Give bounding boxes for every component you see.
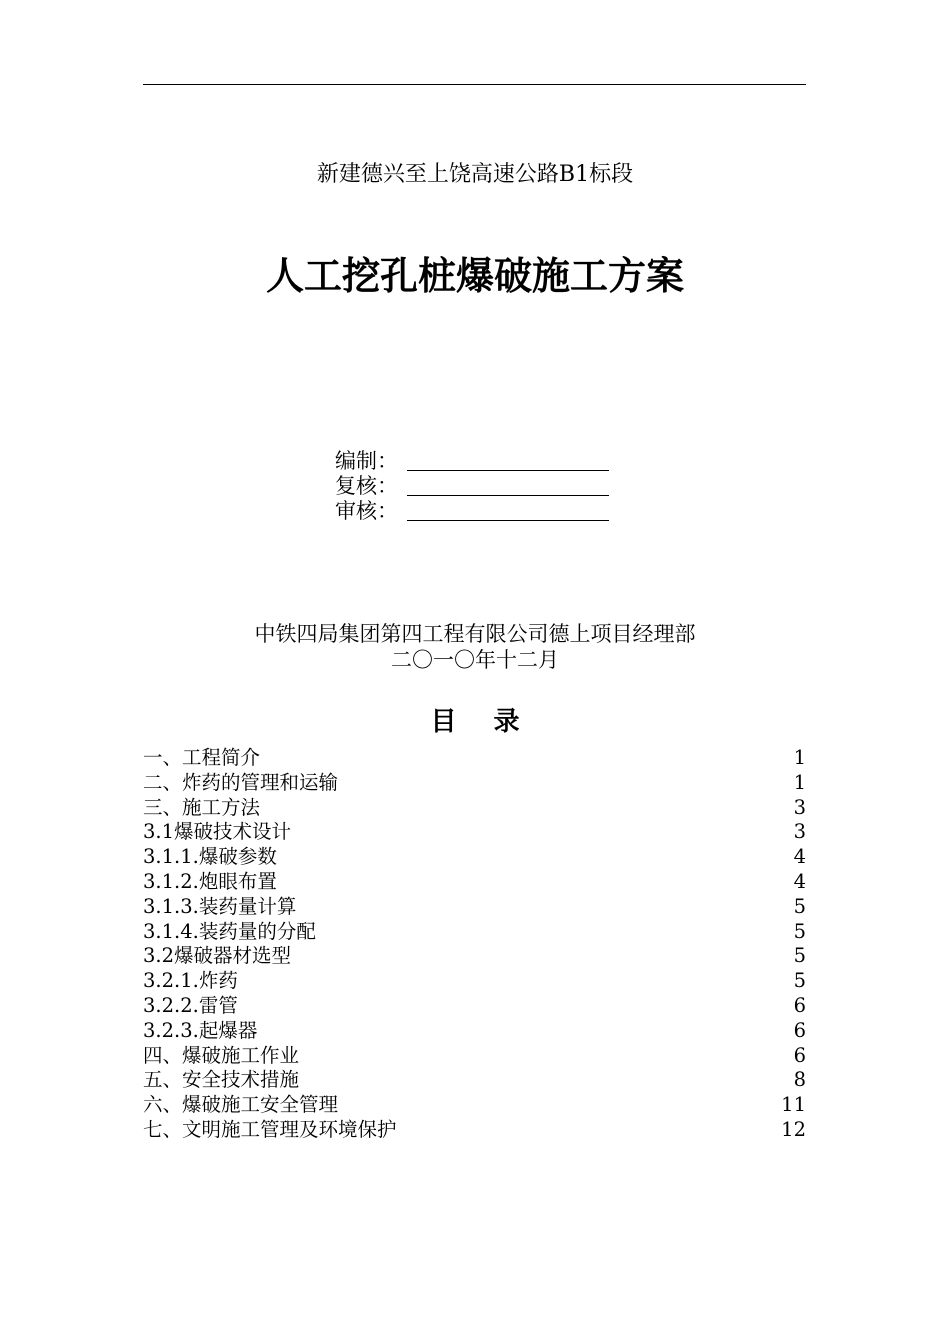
toc-entry-title: 3.1.3.装药量计算 [143,894,297,918]
toc-entry[interactable] [143,1068,806,1093]
signature-line [407,450,609,471]
toc-entry-title: 六、爆破施工安全管理 [143,1093,339,1117]
toc-entry-page-number: 6 [793,1043,806,1067]
toc-entry[interactable] [143,1019,806,1044]
toc-entry-page-number: 5 [793,894,806,918]
signature-label: 复核： [335,474,398,498]
toc-entry[interactable] [143,820,806,845]
toc-entry[interactable] [143,1044,806,1069]
header-rule [143,84,806,85]
toc-entry-title: 四、爆破施工作业 [143,1043,300,1067]
toc-entry[interactable] [143,1093,806,1118]
toc-entry-page-number: 6 [793,1018,806,1042]
toc-entry-title: 三、施工方法 [143,795,261,819]
signature-label: 审核： [335,499,398,523]
toc-entry[interactable] [143,895,806,920]
signature-line [407,475,609,496]
toc-entry-page-number: 3 [793,795,806,819]
toc-entry-title: 3.1.1.爆破参数 [143,845,277,869]
toc-entry-title: 3.1.2.炮眼布置 [143,869,277,893]
organization-name: 中铁四局集团第四工程有限公司德上项目经理部 [254,622,696,646]
toc-entry-title: 3.2.1.炸药 [143,969,238,993]
table-of-contents [143,746,806,1143]
document-title: 人工挖孔桩爆破施工方案 [265,254,684,298]
document-date: 二〇一〇年十二月 [391,648,559,672]
toc-entry[interactable] [143,870,806,895]
signature-row-approve [335,499,609,524]
toc-entry-title: 3.1爆破技术设计 [143,820,292,844]
toc-entry-title: 二、炸药的管理和运输 [143,770,339,794]
signature-label: 编制： [335,449,398,473]
toc-entry-title: 五、安全技术措施 [143,1068,300,1092]
signature-block [335,449,609,524]
toc-entry-page-number: 12 [781,1117,806,1141]
toc-entry-title: 3.2.2.雷管 [143,993,238,1017]
signature-row-review [335,474,609,499]
toc-entry[interactable] [143,969,806,994]
signature-row-compile [335,449,609,474]
toc-entry-page-number: 6 [793,993,806,1017]
toc-entry-page-number: 3 [793,820,806,844]
toc-entry[interactable] [143,771,806,796]
toc-entry-title: 一、工程简介 [143,746,261,769]
toc-entry[interactable] [143,994,806,1019]
project-subtitle: 新建德兴至上饶高速公路B1标段 [316,162,634,187]
toc-entry-page-number: 11 [781,1093,806,1117]
toc-entry-title: 七、文明施工管理及环境保护 [143,1117,397,1141]
toc-entry-page-number: 8 [793,1068,806,1092]
toc-entry[interactable] [143,944,806,969]
toc-entry-title: 3.1.4.装药量的分配 [143,919,316,943]
toc-entry[interactable] [143,796,806,821]
toc-entry-title: 3.2爆破器材选型 [143,944,292,968]
toc-entry-page-number: 4 [793,869,806,893]
toc-entry-page-number: 5 [793,919,806,943]
toc-entry[interactable] [143,1118,806,1143]
toc-entry[interactable] [143,845,806,870]
toc-entry-page-number: 5 [793,944,806,968]
toc-entry-page-number: 1 [793,770,806,794]
toc-entry[interactable] [143,920,806,945]
toc-entry-page-number: 4 [793,845,806,869]
toc-heading: 目 录 [430,707,534,737]
toc-entry[interactable] [143,746,806,771]
toc-entry-title: 3.2.3.起爆器 [143,1018,258,1042]
signature-line [407,500,609,521]
toc-entry-page-number: 1 [793,746,806,769]
toc-entry-page-number: 5 [793,969,806,993]
